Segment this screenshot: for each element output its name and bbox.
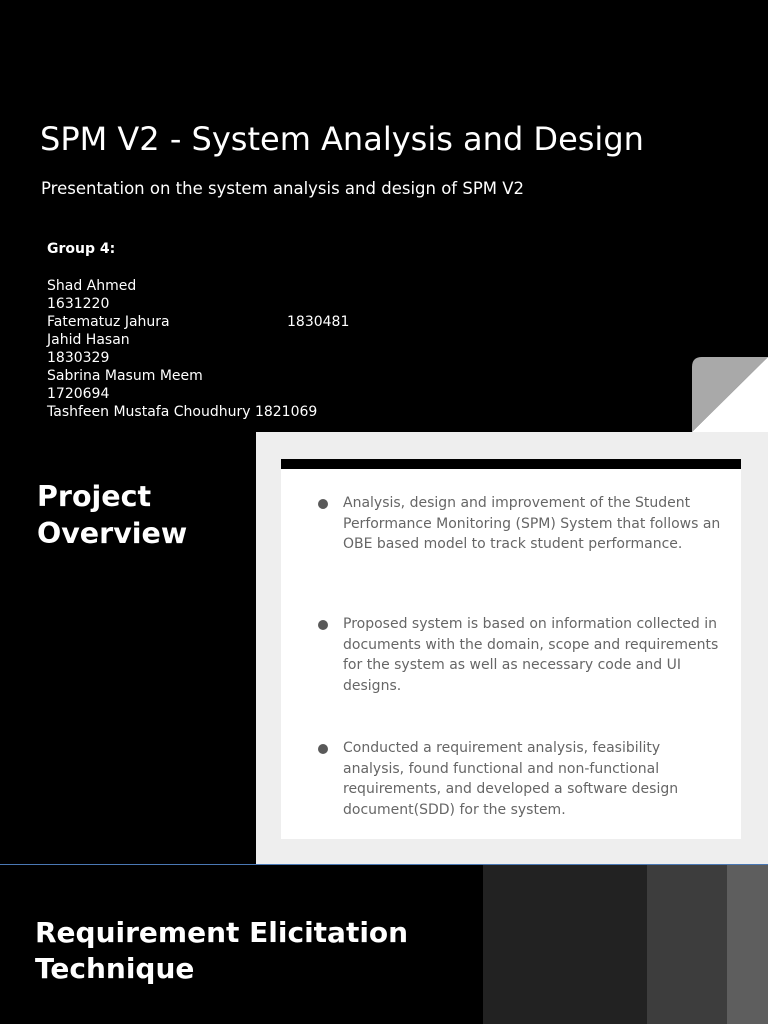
- member-line: 1631220: [47, 296, 110, 312]
- title-line: Requirement Elicitation: [35, 916, 409, 949]
- member-line: Sabrina Masum Meem: [47, 368, 203, 384]
- decorative-stripe: [727, 865, 768, 1024]
- decorative-stripe: [647, 865, 727, 1024]
- member-line: 1720694: [47, 386, 110, 402]
- member-id: 1830481: [287, 314, 350, 330]
- project-overview-slide: [0, 432, 768, 865]
- member-line: 1830329: [47, 350, 110, 366]
- requirement-elicitation-slide: [0, 865, 768, 1024]
- bullet-dot-icon: [318, 744, 328, 754]
- bullet-card: [281, 469, 741, 839]
- title-slide: [0, 0, 768, 432]
- page-curl-icon: [692, 357, 768, 432]
- member-line-with-id: [47, 313, 350, 331]
- section-title: [35, 915, 408, 987]
- section-title: [37, 478, 187, 552]
- bullet-text: Proposed system is based on information collected in documents with the domain, scope and requirements for the system as well as necessary code and UI designs.: [343, 616, 719, 694]
- member-name: Fatematuz Jahura: [47, 314, 170, 330]
- group-members-list: [47, 277, 350, 421]
- member-line: Jahid Hasan: [47, 332, 130, 348]
- panel-top-bar: [281, 459, 741, 469]
- title-line: Technique: [35, 952, 195, 985]
- member-line: Shad Ahmed: [47, 278, 137, 294]
- presentation-subtitle: Presentation on the system analysis and design of SPM V2: [41, 179, 525, 198]
- group-label: Group 4:: [47, 241, 116, 257]
- member-line: Tashfeen Mustafa Choudhury 1821069: [47, 404, 318, 420]
- decorative-stripe: [483, 865, 647, 1024]
- presentation-title: SPM V2 - System Analysis and Design: [40, 120, 644, 158]
- bullet-text: Analysis, design and improvement of the Student Performance Monitoring (SPM) System that follows an OBE based model to track student performance.: [343, 495, 721, 552]
- bullet-dot-icon: [318, 499, 328, 509]
- title-line: Project: [37, 480, 152, 513]
- bullet-dot-icon: [318, 620, 328, 630]
- title-line: Overview: [37, 517, 188, 550]
- bullet-text: Conducted a requirement analysis, feasibility analysis, found functional and non-functional requirements, and developed a software design document(SDD) for the system.: [343, 740, 679, 818]
- content-panel: [256, 432, 768, 865]
